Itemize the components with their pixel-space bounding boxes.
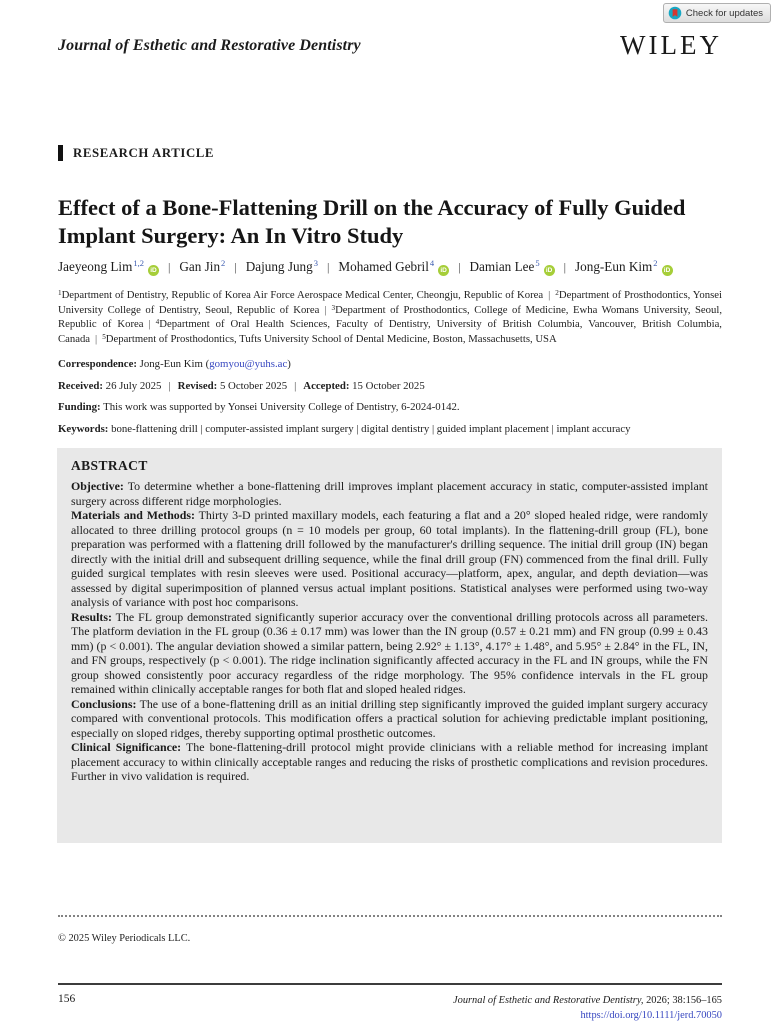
- affiliation-separator: |: [148, 318, 151, 331]
- author-affiliation-superscript: 2: [653, 258, 658, 268]
- keywords-line: [58, 422, 722, 436]
- correspondence-name: Jong-Eun Kim: [139, 358, 203, 370]
- author-name: Jaeyeong Lim: [58, 259, 133, 274]
- abstract-section-label: Results:: [71, 609, 112, 624]
- history-label: Accepted:: [303, 380, 350, 392]
- history-label: Revised:: [177, 380, 218, 392]
- author-affiliation-superscript: 1,2: [133, 258, 144, 268]
- author-affiliation-superscript: 4: [429, 258, 435, 268]
- author-separator: |: [167, 260, 171, 274]
- affiliation-superscript: 2: [555, 289, 559, 297]
- keywords-text: bone-flattening drill | computer-assisted implant surgery | digital dentistry | guided implant placement | implant accuracy: [111, 423, 631, 435]
- affiliation-text: Department of Prosthodontics, Tufts University School of Dental Medicine, Boston, Massachusetts, USA: [105, 332, 557, 345]
- correspondence-label: Correspondence:: [58, 358, 137, 370]
- author-affiliation-superscript: 3: [313, 258, 318, 268]
- keywords-label: Keywords:: [58, 423, 109, 435]
- author-affiliation-superscript: 2: [221, 258, 226, 268]
- abstract-section: Results: The FL group demonstrated significantly superior accuracy over the conventional drilling protocols across all parameters. The platform deviation in the FL group (0.36 ± 0.17 mm) was lower than the IN group (0.57 ± 0.21 mm) and FN group (0.99 ± 0.43 mm) (p < 0.001). The angular deviation showed a similar pattern, being 2.92° ± 1.13°, 4.17° ± 1.48°, and 5.95° ± 2.84° in the FL, IN, and FN groups, respectively (p < 0.001). The ridge inclination significantly affected accuracy in the FL and IN groups, while the FN group showed consistently poor accuracy regardless of the ridge morphology. The 95% confidence intervals in the FL group remained within clinically acceptable ranges for both flat and sloped healed ridges.: [71, 609, 708, 696]
- footer-rule: [58, 983, 722, 985]
- page-number: 156: [58, 993, 76, 1005]
- orcid-icon[interactable]: iD: [438, 265, 449, 276]
- author-separator: |: [458, 260, 461, 274]
- history-value: 26 July 2025: [105, 380, 162, 392]
- affiliation-text: Department of Prosthodontics, College of Medicine, Ewha Womans University, Seoul, Republic of Korea: [58, 303, 722, 331]
- author-name: Mohamed Gebril: [338, 259, 429, 274]
- citation-journal: Journal of Esthetic and Restorative Dentistry,: [453, 995, 644, 1006]
- author: [338, 259, 449, 274]
- page-footer: [58, 993, 722, 1023]
- abstract-section: Conclusions: The use of a bone-flattening drill as an initial drilling step significantly improved the guided implant surgery accuracy compared with conventional protocols. This modification offers a practical solution for achieving predictable implant positioning, especially on sloped ridges, thereby supporting optimal prosthetic outcomes.: [71, 696, 708, 740]
- abstract-section: Objective: To determine whether a bone-flattening drill improves implant placement accuracy in static, computer-assisted implant surgery across different ridge morphologies.: [71, 479, 708, 508]
- article-type-row: [58, 145, 214, 161]
- citation-line: [453, 993, 722, 1008]
- history-separator: |: [168, 380, 171, 392]
- affiliation-text: Department of Prosthodontics, Yonsei University College of Dentistry, Seoul, Republic of Korea: [58, 289, 722, 316]
- abstract-section-label: Objective:: [71, 479, 124, 493]
- author: [470, 259, 555, 274]
- author: [179, 259, 225, 274]
- history-line: [58, 379, 722, 393]
- author-name: Gan Jin: [179, 259, 221, 274]
- abstract-heading: ABSTRACT: [71, 458, 148, 473]
- doi-link[interactable]: https://doi.org/10.1111/jerd.70050: [580, 1010, 722, 1021]
- abstract-section: Clinical Significance: The bone-flattening-drill protocol might provide clinicians with a reliable method for increasing implant placement accuracy to within clinically acceptable ranges and reducing the risks of prosthetic complications and revision procedures. Further in vivo validation is required.: [71, 740, 708, 783]
- kicker-bar: [58, 145, 63, 161]
- check-for-updates-label: Check for updates: [685, 7, 763, 19]
- affiliation-text: Department of Oral Health Sciences, Faculty of Dentistry, University of British Columbia, Vancouver, British Columbia, Canada: [58, 318, 722, 345]
- orcid-icon[interactable]: iD: [148, 265, 159, 276]
- citation-block: [453, 993, 722, 1023]
- abstract-body: [71, 479, 708, 784]
- copyright-line: © 2025 Wiley Periodicals LLC.: [58, 933, 191, 944]
- page-header: [58, 30, 722, 61]
- author-name: Jong-Eun Kim: [575, 259, 653, 274]
- orcid-icon[interactable]: iD: [662, 265, 673, 276]
- history-value: 15 October 2025: [352, 380, 425, 392]
- orcid-icon[interactable]: iD: [544, 265, 555, 276]
- funding-text: This work was supported by Yonsei University College of Dentistry, 6-2024-0142.: [103, 401, 460, 413]
- author-affiliation-superscript: 5: [535, 258, 540, 268]
- history-label: Received:: [58, 380, 103, 392]
- affiliation-separator: |: [95, 332, 98, 345]
- author-separator: |: [327, 260, 330, 274]
- affiliation-superscript: 3: [331, 303, 336, 312]
- crossmark-icon: [668, 6, 682, 20]
- wiley-logo: WILEY: [620, 30, 722, 60]
- author-name: Damian Lee: [469, 259, 535, 274]
- affiliation-text: Department of Dentistry, Republic of Korea Air Force Aerospace Medical Center, Cheongju, Republic of Korea: [61, 289, 544, 301]
- abstract-section-label: Materials and Methods:: [71, 508, 195, 522]
- affiliation-superscript: 4: [155, 318, 160, 327]
- abstract-box: [57, 448, 722, 843]
- affiliations: [58, 289, 722, 347]
- correspondence-line: Correspondence: Jong-Eun Kim (gomyou@yuhs.ac): [58, 358, 291, 370]
- history-separator: |: [294, 380, 297, 392]
- author: [575, 259, 673, 274]
- dotted-separator: [58, 915, 722, 917]
- funding-label: Funding:: [58, 401, 101, 413]
- affiliation-superscript: 5: [102, 332, 106, 341]
- funding-line: [58, 400, 722, 414]
- abstract-section-label: Conclusions:: [71, 696, 137, 711]
- author-list: [58, 259, 758, 276]
- affiliation-superscript: 1: [58, 289, 62, 297]
- abstract-section-label: Clinical Significance:: [71, 740, 182, 754]
- author: [58, 259, 159, 274]
- citation-volume: 2026; 38:156–165: [643, 995, 722, 1006]
- author-separator: |: [234, 260, 237, 274]
- affiliation-separator: |: [324, 303, 327, 316]
- check-for-updates-button[interactable]: [663, 3, 771, 23]
- author: [246, 259, 318, 274]
- journal-name: Journal of Esthetic and Restorative Dentistry: [58, 36, 361, 54]
- author-name: Dajung Jung: [245, 259, 313, 274]
- article-title: Effect of a Bone-Flattening Drill on the Accuracy of Fully Guided Implant Surgery: An In Vitro Study: [58, 195, 686, 248]
- affiliation-separator: |: [548, 289, 551, 301]
- abstract-section: Materials and Methods: Thirty 3-D printed maxillary models, each featuring a flat and a 20° sloped healed ridge, were randomly allocated to three drilling protocol groups (n = 10 models per group, 60 total implants). In the flattening-drill group (FL), bone preparation was performed with a flattening drill followed by the manufacturer's drilling sequence. The initial drill group (IN) began directly with the initial drill and subsequent drilling sequence, while the final drill group (FN) commenced from the final drill. Fully guided surgical templates with resin sleeves were used. Positional accuracy—platform, apex, angular, and depth deviation—was assessed by digital superimposition of planned versus actual implant positions. Statistical analyses were performed using two-way analysis of variance with post hoc comparisons.: [71, 508, 708, 609]
- history-value: 5 October 2025: [219, 380, 288, 392]
- article-type-label: RESEARCH ARTICLE: [73, 145, 215, 160]
- author-separator: |: [563, 260, 566, 274]
- correspondence-email-link[interactable]: gomyou@yuhs.ac: [209, 358, 288, 370]
